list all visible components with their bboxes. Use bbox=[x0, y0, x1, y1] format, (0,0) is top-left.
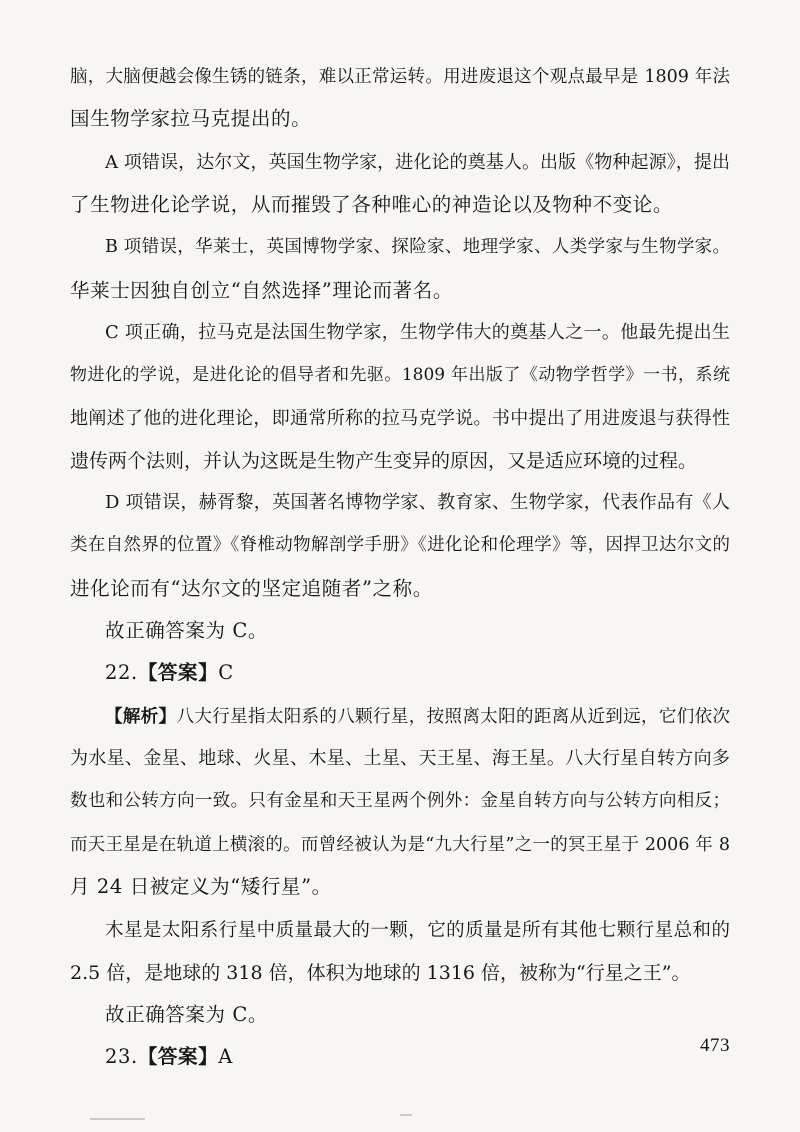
answer-line-22 bbox=[105, 658, 730, 688]
text-line: 了生物进化论学说，从而摧毁了各种唯心的神造论以及物种不变论。 bbox=[70, 193, 674, 216]
text-line: B 项错误，华莱士，英国博物学家、探险家、地理学家、人类学家与生物学家。 bbox=[105, 237, 730, 257]
text-line: 木星是太阳系行星中质量最大的一颗，它的质量是所有其他七颗行星总和的 bbox=[105, 920, 730, 941]
text-line: 进化论而有“达尔文的坚定追随者”之称。 bbox=[70, 577, 433, 600]
analysis-text: 八大行星指太阳系的八颗行星，按照离太阳的距离从近到远，它们依次 bbox=[176, 707, 730, 727]
answer-value: C bbox=[218, 661, 234, 684]
text-line: 为水星、金星、地球、火星、木星、土星、天王星、海王星。八大行星自转方向多 bbox=[70, 748, 730, 769]
answer-tag: 【答案】 bbox=[137, 661, 219, 684]
answer-tag: 【答案】 bbox=[137, 1045, 219, 1068]
text-line: 月 24 日被定义为“矮行星”。 bbox=[70, 875, 332, 898]
text-line: A 项错误，达尔文，英国生物学家，进化论的奠基人。出版《物种起源》，提出 bbox=[105, 152, 730, 173]
answer-value: A bbox=[218, 1045, 233, 1068]
text-line: 国生物学家拉马克提出的。 bbox=[70, 107, 312, 130]
text-line: 2.5 倍，是地球的 318 倍，体积为地球的 1316 倍，被称为“行星之王”。 bbox=[70, 962, 691, 984]
text-line: 类在自然界的位置》《脊椎动物解剖学手册》《进化论和伦理学》等，因捍卫达尔文的 bbox=[70, 535, 730, 555]
page-number: 473 bbox=[700, 1035, 730, 1056]
answer-line-23 bbox=[105, 1042, 730, 1072]
question-number: 22. bbox=[105, 661, 138, 684]
text-line: 地阐述了他的进化理论，即通常所称的拉马克学说。书中提出了用进废退与获得性 bbox=[70, 408, 730, 429]
scan-artifact bbox=[90, 1118, 145, 1120]
text-line: 数也和公转方向一致。只有金星和天王星两个例外：金星自转方向与公转方向相反； bbox=[70, 791, 730, 811]
analysis-tag: 【解析】 bbox=[105, 707, 177, 727]
analysis-line-22 bbox=[105, 702, 730, 732]
text-line: 华莱士因独自创立“自然选择”理论而著名。 bbox=[70, 279, 453, 302]
text-line: 脑，大脑便越会像生锈的链条，难以正常运转。用进废退这个观点最早是 1809 年法 bbox=[70, 67, 730, 87]
question-number: 23. bbox=[105, 1045, 138, 1068]
text-line: D 项错误，赫胥黎，英国著名博物学家、教育家、生物学家，代表作品有《人 bbox=[105, 492, 730, 513]
text-line: 而天王星是在轨道上横滚的。而曾经被认为是“九大行星”之一的冥王星于 2006 年 8 bbox=[70, 835, 730, 855]
text-line: 遗传两个法则，并认为这既是生物产生变异的原因，又是适应环境的过程。 bbox=[70, 450, 698, 472]
text-line: C 项正确，拉马克是法国生物学家，生物学伟大的奠基人之一。他最先提出生 bbox=[105, 322, 730, 343]
text-line: 物进化的学说，是进化论的倡导者和先驱。1809 年出版了《动物学哲学》一书，系统 bbox=[70, 365, 730, 385]
scan-artifact bbox=[400, 1114, 412, 1116]
text-line: 故正确答案为 C。 bbox=[105, 619, 269, 642]
text-line: 故正确答案为 C。 bbox=[105, 1003, 269, 1026]
